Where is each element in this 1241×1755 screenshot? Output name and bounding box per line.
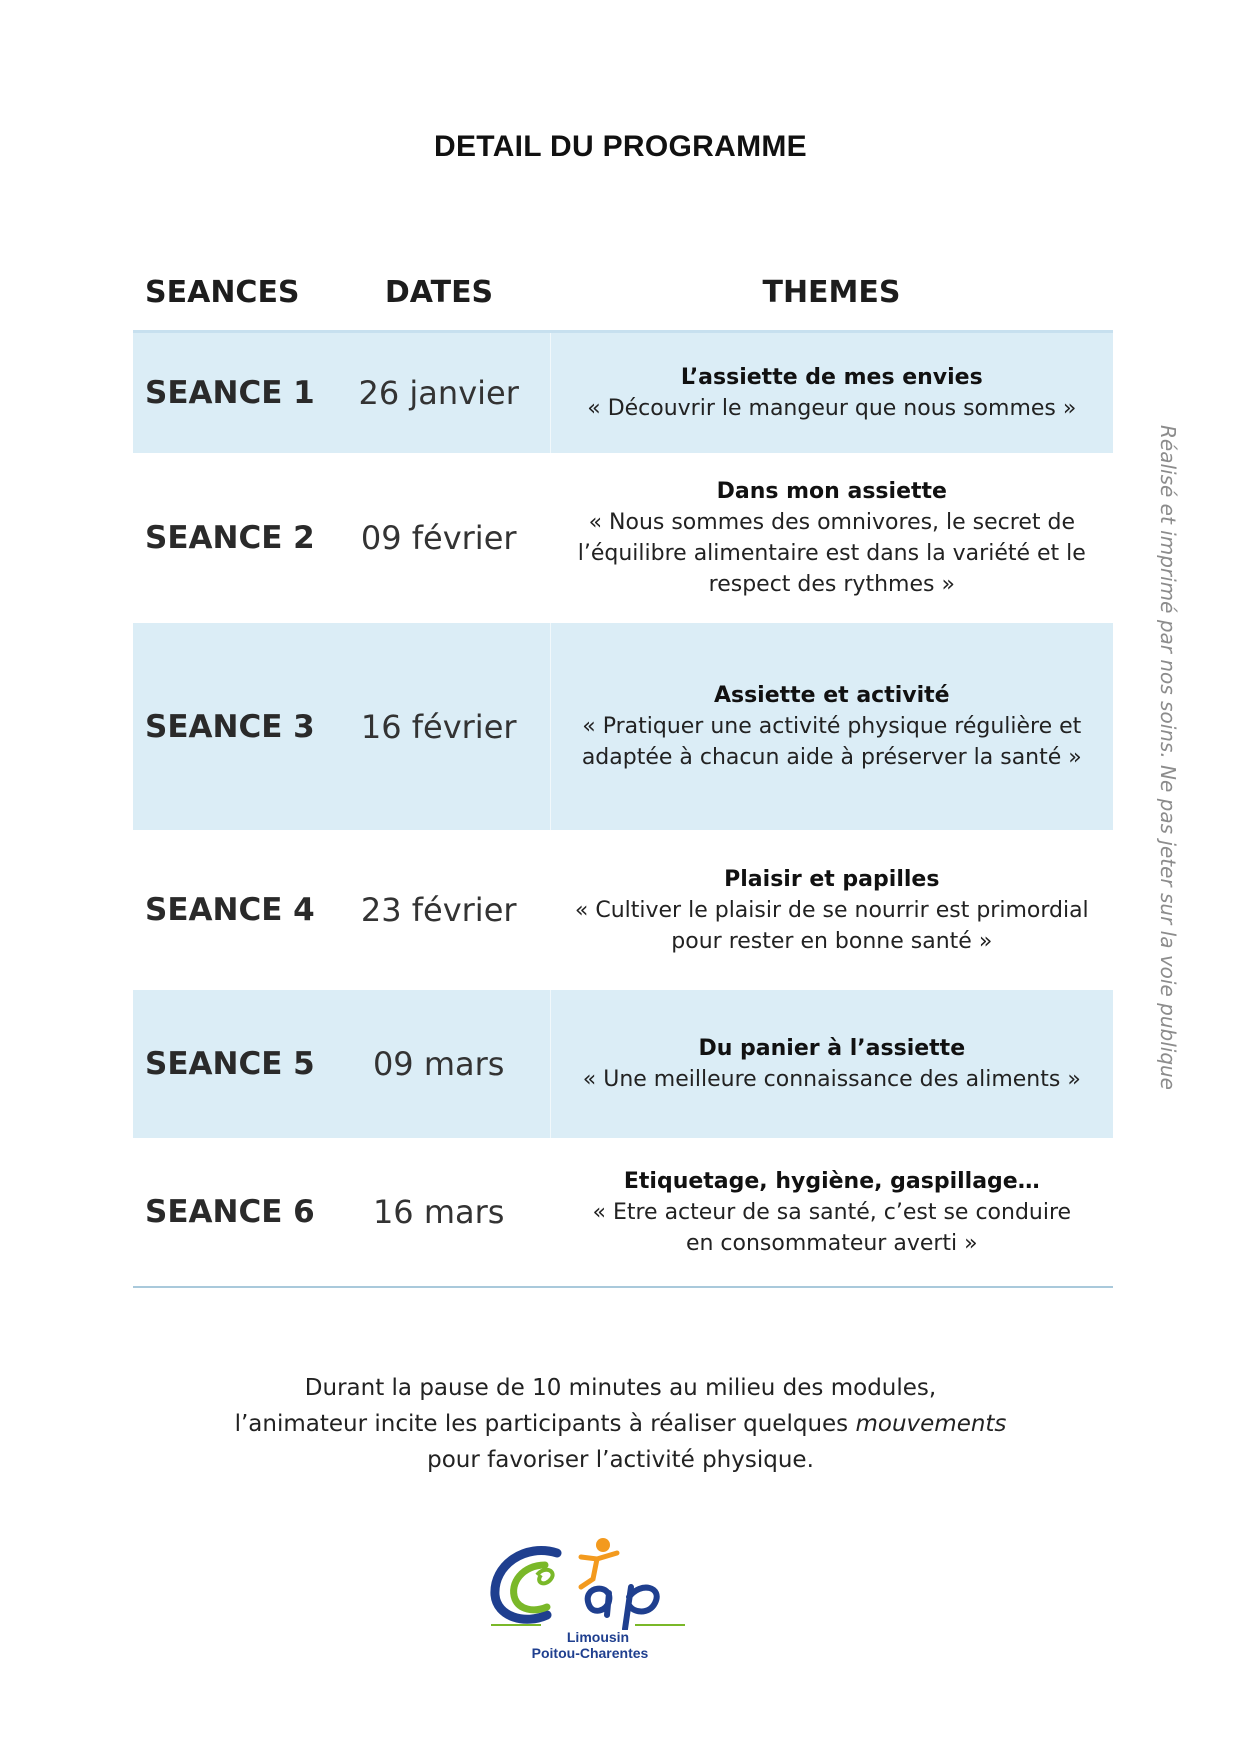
program-table <box>133 255 1113 1288</box>
table-row <box>133 623 1113 830</box>
footer-line-1: Durant la pause de 10 minutes au milieu des modules, <box>304 1375 937 1401</box>
theme-description: « Nous sommes des omnivores, le secret de l’équilibre alimentaire est dans la variété et le respect des rythmes » <box>577 510 1086 597</box>
seance-date: 09 février <box>360 519 517 557</box>
seance-label: SEANCE 6 <box>145 1194 315 1230</box>
table-header <box>133 255 1113 333</box>
theme-description: « Etre acteur de sa santé, c’est se conduire en consommateur averti » <box>592 1199 1072 1256</box>
table-row <box>133 1138 1113 1286</box>
table-row <box>133 333 1113 453</box>
page-title: DETAIL DU PROGRAMME <box>434 130 807 163</box>
logo-text-poitou-charentes: Poitou-Charentes <box>531 1645 649 1661</box>
side-note: Réalisé et imprimé par nos soins. Ne pas jeter sur la voie publique <box>1156 425 1180 1090</box>
cap-logo-mark <box>485 1535 695 1630</box>
header-dates: DATES <box>384 275 494 310</box>
footer-line-2: l’animateur incite les participants à réaliser quelques mouvements <box>234 1411 1007 1437</box>
theme-title: Etiquetage, hygiène, gaspillage… <box>623 1168 1040 1194</box>
theme-cell <box>551 362 1113 424</box>
theme-description: « Une meilleure connaissance des aliments » <box>582 1067 1081 1092</box>
seance-label: SEANCE 5 <box>145 1046 315 1082</box>
cap-logo <box>485 1535 695 1660</box>
theme-title: Assiette et activité <box>713 683 950 708</box>
seance-date: 09 mars <box>372 1045 505 1083</box>
logo-text-limousin: Limousin <box>566 1629 630 1645</box>
theme-cell <box>551 1033 1113 1095</box>
theme-description: « Découvrir le mangeur que nous sommes » <box>587 396 1077 421</box>
seance-date: 16 février <box>360 707 517 746</box>
table-row <box>133 990 1113 1138</box>
theme-cell <box>551 680 1113 773</box>
table-row <box>133 453 1113 623</box>
theme-title: Plaisir et papilles <box>724 866 940 892</box>
header-seances: SEANCES <box>145 275 300 310</box>
footer-emphasis: mouvements <box>855 1411 1007 1437</box>
theme-title: Dans mon assiette <box>716 479 947 504</box>
seance-date: 23 février <box>360 891 517 929</box>
table-bottom-border <box>133 1286 1113 1288</box>
footer-line-3: pour favoriser l’activité physique. <box>427 1447 814 1473</box>
seance-label: SEANCE 2 <box>145 520 315 556</box>
footer-note <box>0 1370 1241 1478</box>
seance-date: 16 mars <box>372 1193 505 1231</box>
seance-label: SEANCE 4 <box>145 892 315 928</box>
theme-cell <box>551 864 1113 957</box>
seance-label: SEANCE 3 <box>145 708 315 745</box>
theme-cell <box>551 1166 1113 1259</box>
table-row <box>133 830 1113 990</box>
theme-title: Du panier à l’assiette <box>698 1036 966 1061</box>
theme-description: « Pratiquer une activité physique régulière et adaptée à chacun aide à préserver la santé » <box>581 714 1082 770</box>
theme-cell <box>551 476 1113 600</box>
theme-description: « Cultiver le plaisir de se nourrir est primordial pour rester en bonne santé » <box>574 897 1089 954</box>
header-themes: THEMES <box>762 275 901 310</box>
seance-label: SEANCE 1 <box>145 375 315 411</box>
seance-date: 26 janvier <box>358 374 519 412</box>
theme-title: L’assiette de mes envies <box>680 365 983 390</box>
